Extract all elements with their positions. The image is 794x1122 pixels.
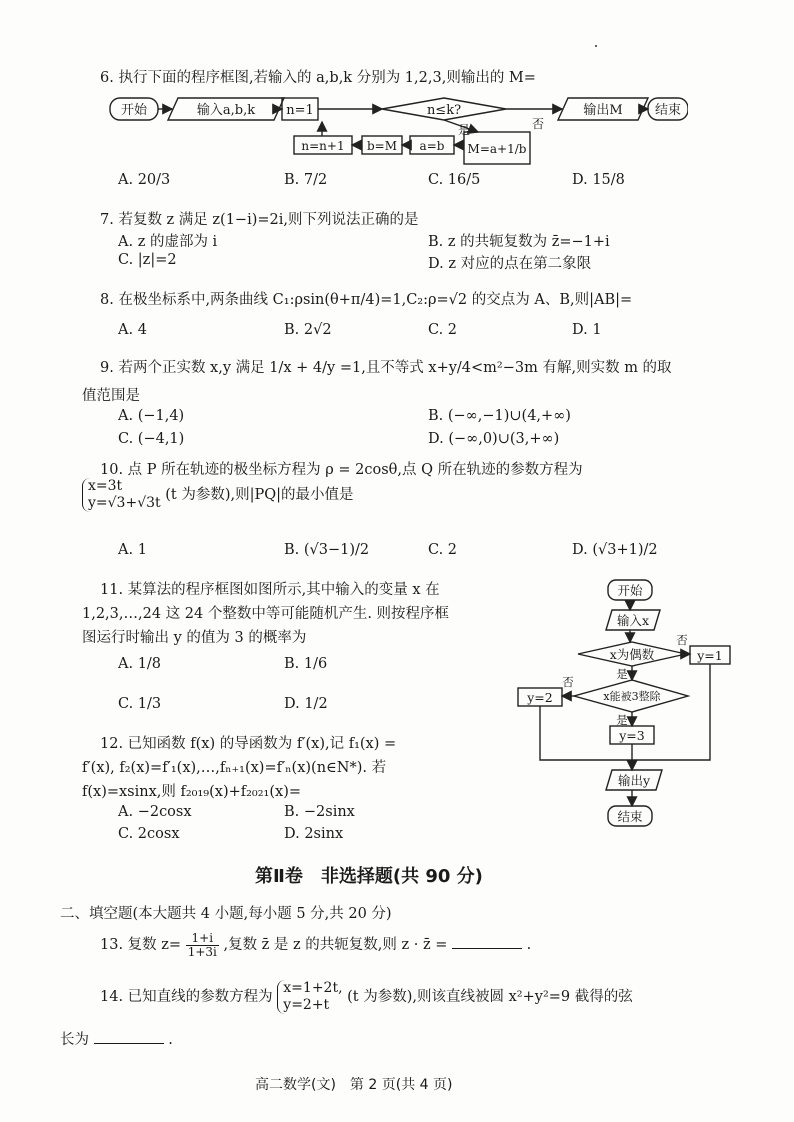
q6-step-b: b=M (366, 139, 398, 153)
q13-frac-den: 1+3i (187, 944, 217, 959)
q10-option-a: A. 1 (118, 542, 147, 558)
q9-stem-line1: 9. 若两个正实数 x,y 满足 1/x + 4/y =1,且不等式 x+y/4<m²−3m 有解,则实数 m 的取 (100, 360, 672, 376)
q9-option-c: C. (−4,1) (118, 431, 185, 447)
q14-stem-c: 长为 (60, 1032, 89, 1048)
q8-option-a: A. 4 (118, 322, 147, 338)
q9-option-d: D. (−∞,0)∪(3,+∞) (428, 431, 560, 447)
q14 (100, 980, 633, 1014)
q10-option-b: B. (√3−1)/2 (284, 542, 370, 558)
q11-option-b: B. 1/6 (284, 656, 328, 672)
q10-stem-line1: 10. 点 P 所在轨迹的极坐标方程为 ρ = 2cosθ,点 Q 所在轨迹的参数方程为 (100, 462, 583, 478)
q11-yes1: 是 (616, 667, 628, 681)
q11-start: 开始 (617, 583, 643, 598)
section2-title: 第Ⅱ卷 非选择题(共 90 分) (255, 866, 483, 887)
q14-sys-line1: x=1+2t, (283, 980, 343, 996)
q9-option-b: B. (−∞,−1)∪(4,+∞) (428, 408, 571, 424)
q6-output: 输出M (583, 103, 623, 118)
q13-stem-a: 13. 复数 z= (100, 937, 182, 954)
q8-stem: 8. 在极坐标系中,两条曲线 C₁:ρsin(θ+π/4)=1,C₂:ρ=√2 的交点为 A、B,则|AB|= (100, 292, 633, 308)
q13-frac-num: 1+i (186, 932, 219, 946)
q12-option-c: C. 2cosx (118, 826, 180, 842)
q6-cond: n≤k? (426, 103, 462, 118)
q14-stem-b: (t 为参数),则该直线被圆 x²+y²=9 截得的弦 (347, 988, 633, 1005)
q8-option-b: B. 2√2 (284, 322, 332, 338)
q6-step-a: a=b (419, 139, 445, 153)
q6-flowchart (108, 92, 688, 170)
q11-option-a: A. 1/8 (118, 656, 162, 672)
q12-stem-line1: 12. 已知函数 f(x) 的导函数为 f′(x),记 f₁(x) = (100, 736, 397, 752)
q6-option-c: C. 16/5 (428, 172, 481, 188)
q7-option-d: D. z 对应的点在第二象限 (428, 256, 592, 272)
q11-input: 输入x (616, 613, 650, 628)
q6-yes: 是 (457, 123, 471, 137)
q14-sys-line2: y=2+t (283, 996, 330, 1013)
q14-answer-blank[interactable] (94, 1029, 164, 1044)
q12-option-b: B. −2sinx (284, 804, 355, 820)
q11-yes2: 是 (616, 713, 628, 727)
stray-dot (595, 45, 597, 47)
q14-end: . (168, 1032, 173, 1048)
q8-option-c: C. 2 (428, 322, 458, 338)
q7-option-a: A. z 的虚部为 i (118, 234, 218, 250)
q10-option-d: D. (√3+1)/2 (572, 542, 658, 558)
q11-y3: y=3 (619, 728, 645, 743)
q11-output: 输出y (617, 773, 651, 788)
q11-end: 结束 (617, 809, 643, 824)
q6-stem: 6. 执行下面的程序框图,若输入的 a,b,k 分别为 1,2,3,则输出的 M= (100, 70, 536, 86)
q7-stem: 7. 若复数 z 满足 z(1−i)=2i,则下列说法正确的是 (100, 212, 419, 228)
q6-step-n: n=n+1 (301, 139, 345, 153)
q11-option-d: D. 1/2 (284, 696, 328, 712)
q11-option-c: C. 1/3 (118, 696, 162, 712)
q13-fraction (186, 932, 219, 958)
q6-start: 开始 (120, 103, 148, 118)
page-footer: 高二数学(文) 第 2 页(共 4 页) (255, 1077, 453, 1093)
q11-cond2: x能被3整除 (603, 690, 661, 703)
q6-option-b: B. 7/2 (284, 172, 328, 188)
q7-option-c: C. |z|=2 (118, 252, 177, 268)
q12-stem-line3: f(x)=xsinx,则 f₂₀₁₉(x)+f₂₀₂₁(x)= (82, 784, 302, 800)
q6-option-d: D. 15/8 (572, 172, 625, 188)
q6-no: 否 (531, 117, 545, 131)
q13-answer-blank[interactable] (452, 934, 522, 949)
q9-option-a: A. (−1,4) (118, 408, 185, 424)
q13-end: . (526, 937, 532, 954)
section2-subtitle: 二、填空题(本大题共 4 小题,每小题 5 分,共 20 分) (60, 906, 392, 922)
q10-sys-line1: x=3t (88, 478, 123, 494)
q10-stem-line2: (t 为参数),则|PQ|的最小值是 (165, 486, 354, 503)
q12-option-a: A. −2cosx (118, 804, 192, 820)
q10-system (82, 478, 354, 512)
q11-stem-line1: 11. 某算法的程序框图如图所示,其中输入的变量 x 在 (100, 582, 440, 598)
q7-option-b: B. z 的共轭复数为 z̄=−1+i (428, 234, 610, 250)
q10-option-c: C. 2 (428, 542, 458, 558)
q8-option-d: D. 1 (572, 322, 602, 338)
q11-y1: y=1 (697, 648, 723, 663)
q11-y2: y=2 (527, 690, 553, 705)
q9-stem-line2: 值范围是 (82, 388, 140, 404)
q14-stem-a: 14. 已知直线的参数方程为 (100, 988, 273, 1005)
q13 (100, 932, 531, 958)
q6-init: n=1 (286, 103, 314, 118)
q6-input: 输入a,b,k (196, 103, 256, 118)
q14-line2 (60, 1028, 173, 1049)
q13-stem-b: ,复数 z̄ 是 z 的共轭复数,则 z · z̄ = (223, 937, 448, 954)
q6-step-m: M=a+1/b (467, 142, 527, 156)
q11-stem-line3: 图运行时输出 y 的值为 3 的概率为 (82, 630, 307, 646)
q11-no1: 否 (676, 633, 688, 647)
q12-stem-line2: f′(x), f₂(x)=f′₁(x),…,fₙ₊₁(x)=f′ₙ(x)(n∈N*). 若 (82, 760, 387, 776)
q11-stem-line2: 1,2,3,…,24 这 24 个整数中等可能随机产生. 则按程序框 (82, 606, 450, 622)
q11-cond1: x为偶数 (609, 647, 655, 662)
q6-option-a: A. 20/3 (118, 172, 171, 188)
q11-flowchart (512, 574, 734, 834)
q12-option-d: D. 2sinx (284, 826, 344, 842)
q6-end: 结束 (654, 103, 682, 118)
q10-sys-line2: y=√3+√3t (88, 494, 161, 511)
q11-no2: 否 (562, 675, 574, 689)
